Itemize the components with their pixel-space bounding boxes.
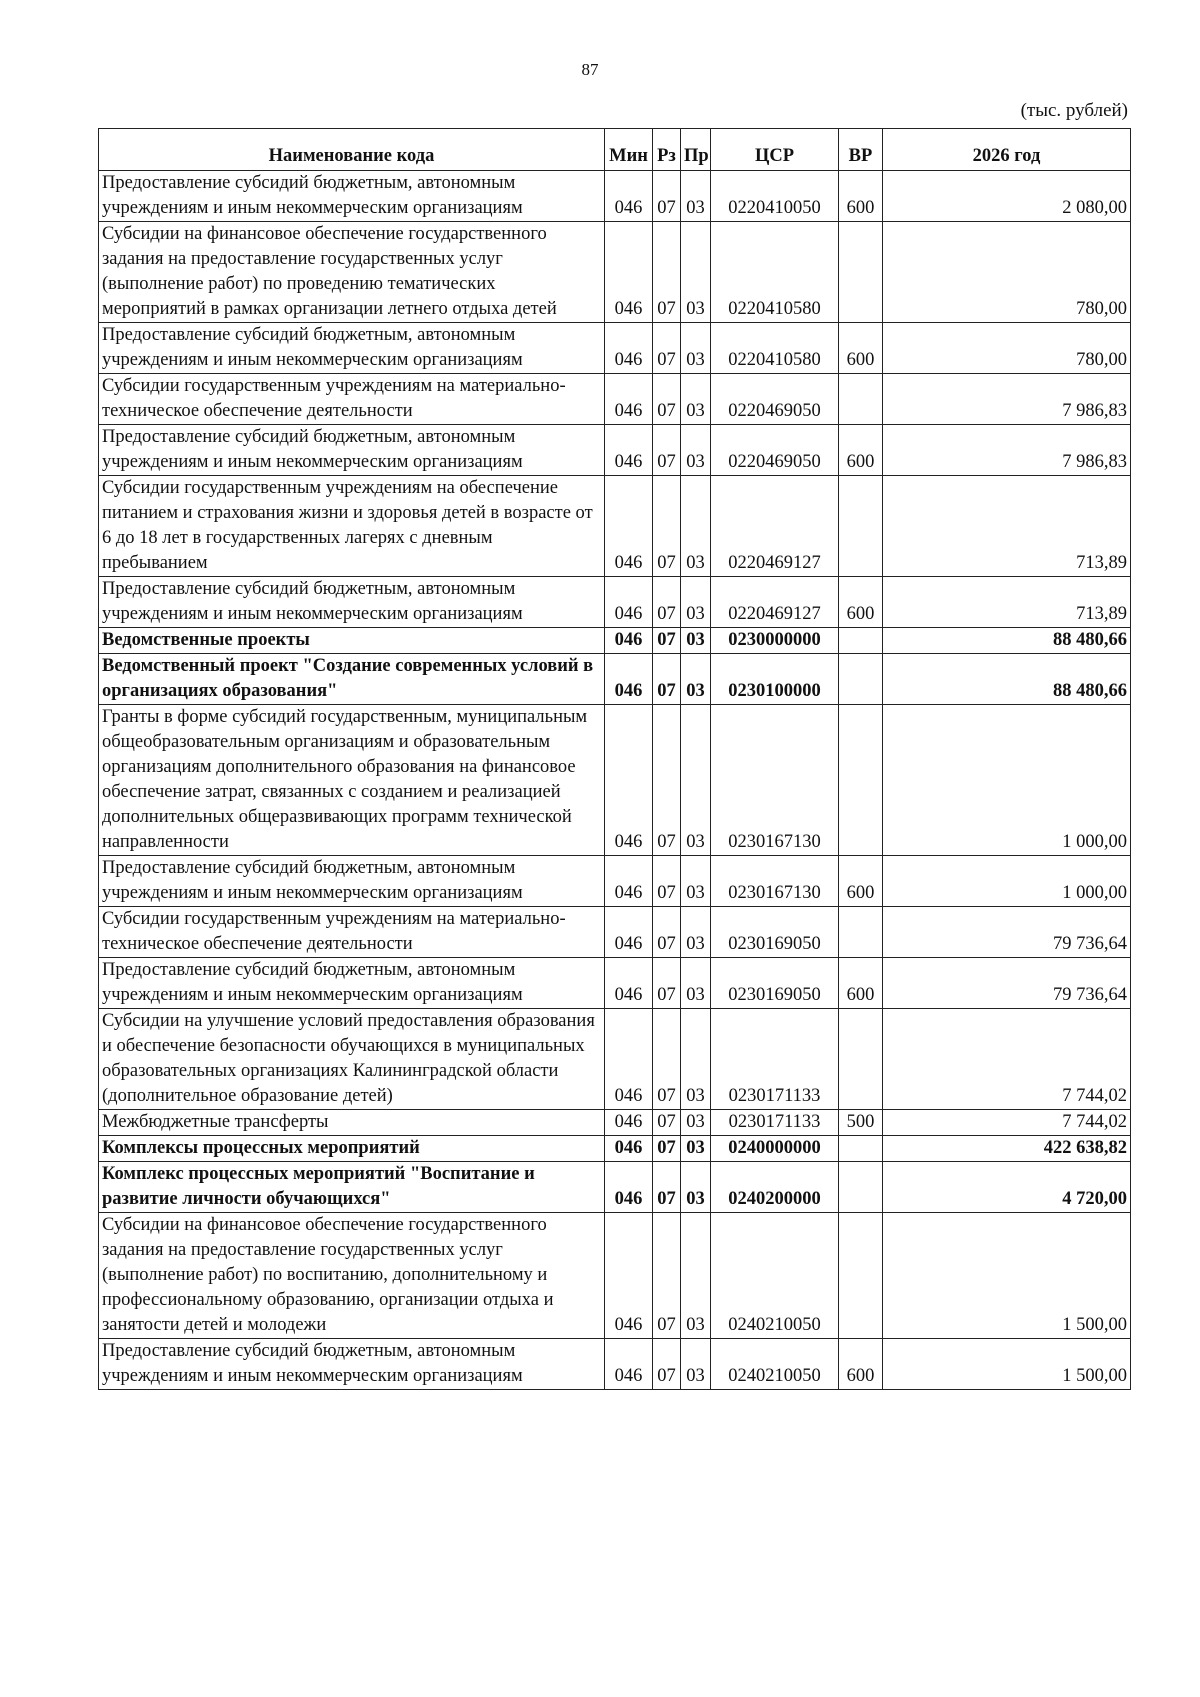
cell-csr: 0220410050 bbox=[711, 171, 839, 222]
cell-csr: 0220469127 bbox=[711, 476, 839, 577]
cell-min: 046 bbox=[605, 856, 653, 907]
cell-vr bbox=[839, 222, 883, 323]
cell-vr: 600 bbox=[839, 425, 883, 476]
cell-name: Предоставление субсидий бюджетным, автономным учреждениям и иным некоммерческим организациям bbox=[99, 1339, 605, 1390]
table-row bbox=[99, 222, 1131, 323]
cell-pr: 03 bbox=[681, 1339, 711, 1390]
header-vr: ВР bbox=[839, 129, 883, 171]
cell-csr: 0230171133 bbox=[711, 1009, 839, 1110]
cell-csr: 0240210050 bbox=[711, 1213, 839, 1339]
cell-pr: 03 bbox=[681, 1009, 711, 1110]
header-pr: Пр bbox=[681, 129, 711, 171]
cell-name: Предоставление субсидий бюджетным, автономным учреждениям и иным некоммерческим организациям bbox=[99, 171, 605, 222]
cell-min: 046 bbox=[605, 1162, 653, 1213]
cell-pr: 03 bbox=[681, 577, 711, 628]
table-row bbox=[99, 907, 1131, 958]
table-row bbox=[99, 577, 1131, 628]
units-label: (тыс. рублей) bbox=[1020, 100, 1128, 121]
cell-pr: 03 bbox=[681, 654, 711, 705]
cell-csr: 0220469050 bbox=[711, 425, 839, 476]
cell-vr: 600 bbox=[839, 577, 883, 628]
cell-csr: 0240200000 bbox=[711, 1162, 839, 1213]
cell-amount: 88 480,66 bbox=[883, 654, 1131, 705]
table-body bbox=[99, 171, 1131, 1390]
cell-vr: 600 bbox=[839, 171, 883, 222]
cell-vr bbox=[839, 1162, 883, 1213]
cell-rz: 07 bbox=[653, 425, 681, 476]
cell-min: 046 bbox=[605, 1213, 653, 1339]
cell-amount: 7 744,02 bbox=[883, 1110, 1131, 1136]
cell-amount: 422 638,82 bbox=[883, 1136, 1131, 1162]
table-row bbox=[99, 958, 1131, 1009]
cell-pr: 03 bbox=[681, 323, 711, 374]
cell-rz: 07 bbox=[653, 705, 681, 856]
cell-amount: 2 080,00 bbox=[883, 171, 1131, 222]
cell-name: Межбюджетные трансферты bbox=[99, 1110, 605, 1136]
page-number: 87 bbox=[581, 60, 599, 79]
cell-rz: 07 bbox=[653, 654, 681, 705]
cell-csr: 0230000000 bbox=[711, 628, 839, 654]
cell-name: Комплекс процессных мероприятий "Воспитание и развитие личности обучающихся" bbox=[99, 1162, 605, 1213]
cell-amount: 1 000,00 bbox=[883, 856, 1131, 907]
cell-rz: 07 bbox=[653, 476, 681, 577]
cell-rz: 07 bbox=[653, 1110, 681, 1136]
cell-name: Ведомственные проекты bbox=[99, 628, 605, 654]
cell-vr bbox=[839, 476, 883, 577]
cell-pr: 03 bbox=[681, 1110, 711, 1136]
cell-name: Субсидии государственным учреждениям на материально-техническое обеспечение деятельности bbox=[99, 374, 605, 425]
cell-vr bbox=[839, 628, 883, 654]
table-row bbox=[99, 1110, 1131, 1136]
table-row bbox=[99, 323, 1131, 374]
cell-pr: 03 bbox=[681, 222, 711, 323]
table-row bbox=[99, 171, 1131, 222]
cell-rz: 07 bbox=[653, 323, 681, 374]
cell-rz: 07 bbox=[653, 1009, 681, 1110]
cell-csr: 0220410580 bbox=[711, 323, 839, 374]
cell-min: 046 bbox=[605, 171, 653, 222]
cell-rz: 07 bbox=[653, 374, 681, 425]
cell-rz: 07 bbox=[653, 1339, 681, 1390]
cell-rz: 07 bbox=[653, 958, 681, 1009]
cell-min: 046 bbox=[605, 1339, 653, 1390]
cell-vr bbox=[839, 374, 883, 425]
budget-table bbox=[98, 128, 1131, 1390]
header-csr: ЦСР bbox=[711, 129, 839, 171]
cell-min: 046 bbox=[605, 628, 653, 654]
cell-csr: 0230100000 bbox=[711, 654, 839, 705]
cell-pr: 03 bbox=[681, 374, 711, 425]
cell-amount: 7 986,83 bbox=[883, 374, 1131, 425]
cell-amount: 79 736,64 bbox=[883, 958, 1131, 1009]
cell-csr: 0220469050 bbox=[711, 374, 839, 425]
cell-min: 046 bbox=[605, 425, 653, 476]
table-row bbox=[99, 856, 1131, 907]
cell-amount: 713,89 bbox=[883, 577, 1131, 628]
cell-amount: 4 720,00 bbox=[883, 1162, 1131, 1213]
cell-name: Предоставление субсидий бюджетным, автономным учреждениям и иным некоммерческим организациям bbox=[99, 577, 605, 628]
cell-min: 046 bbox=[605, 705, 653, 856]
cell-pr: 03 bbox=[681, 1213, 711, 1339]
cell-min: 046 bbox=[605, 654, 653, 705]
cell-vr bbox=[839, 907, 883, 958]
cell-pr: 03 bbox=[681, 171, 711, 222]
cell-vr bbox=[839, 654, 883, 705]
cell-min: 046 bbox=[605, 1009, 653, 1110]
cell-vr: 600 bbox=[839, 323, 883, 374]
cell-name: Предоставление субсидий бюджетным, автономным учреждениям и иным некоммерческим организациям bbox=[99, 958, 605, 1009]
cell-pr: 03 bbox=[681, 958, 711, 1009]
table-row bbox=[99, 1339, 1131, 1390]
cell-csr: 0220410580 bbox=[711, 222, 839, 323]
cell-rz: 07 bbox=[653, 856, 681, 907]
cell-vr: 600 bbox=[839, 856, 883, 907]
cell-amount: 7 744,02 bbox=[883, 1009, 1131, 1110]
cell-pr: 03 bbox=[681, 907, 711, 958]
cell-csr: 0230167130 bbox=[711, 705, 839, 856]
table-row bbox=[99, 374, 1131, 425]
cell-csr: 0240210050 bbox=[711, 1339, 839, 1390]
cell-name: Ведомственный проект "Создание современных условий в организациях образования" bbox=[99, 654, 605, 705]
cell-min: 046 bbox=[605, 222, 653, 323]
cell-min: 046 bbox=[605, 907, 653, 958]
header-rz: Рз bbox=[653, 129, 681, 171]
table-row bbox=[99, 1136, 1131, 1162]
cell-min: 046 bbox=[605, 1136, 653, 1162]
cell-vr bbox=[839, 1136, 883, 1162]
cell-name: Субсидии государственным учреждениям на материально-техническое обеспечение деятельности bbox=[99, 907, 605, 958]
cell-amount: 79 736,64 bbox=[883, 907, 1131, 958]
table-row bbox=[99, 476, 1131, 577]
cell-pr: 03 bbox=[681, 856, 711, 907]
cell-pr: 03 bbox=[681, 628, 711, 654]
cell-name: Субсидии на финансовое обеспечение государственного задания на предоставление государственных услуг (выполнение работ) по воспитанию, дополнительному и профессиональному образованию, организации отдыха и занятости детей и молодежи bbox=[99, 1213, 605, 1339]
cell-amount: 1 000,00 bbox=[883, 705, 1131, 856]
header-min: Мин bbox=[605, 129, 653, 171]
cell-name: Субсидии на финансовое обеспечение государственного задания на предоставление государственных услуг (выполнение работ) по проведению тематических мероприятий в рамках организации летнего отдыха детей bbox=[99, 222, 605, 323]
cell-rz: 07 bbox=[653, 1136, 681, 1162]
cell-csr: 0230167130 bbox=[711, 856, 839, 907]
cell-pr: 03 bbox=[681, 425, 711, 476]
cell-vr bbox=[839, 1213, 883, 1339]
header-name: Наименование кода bbox=[99, 129, 605, 171]
cell-rz: 07 bbox=[653, 171, 681, 222]
cell-name: Предоставление субсидий бюджетным, автономным учреждениям и иным некоммерческим организациям bbox=[99, 856, 605, 907]
cell-name: Субсидии государственным учреждениям на обеспечение питанием и страхования жизни и здоровья детей в возрасте от 6 до 18 лет в государственных лагерях с дневным пребыванием bbox=[99, 476, 605, 577]
cell-amount: 1 500,00 bbox=[883, 1339, 1131, 1390]
cell-pr: 03 bbox=[681, 1136, 711, 1162]
cell-rz: 07 bbox=[653, 577, 681, 628]
cell-rz: 07 bbox=[653, 222, 681, 323]
table-header-row bbox=[99, 129, 1131, 171]
cell-min: 046 bbox=[605, 476, 653, 577]
table-row bbox=[99, 1213, 1131, 1339]
cell-min: 046 bbox=[605, 374, 653, 425]
cell-vr: 500 bbox=[839, 1110, 883, 1136]
cell-amount: 88 480,66 bbox=[883, 628, 1131, 654]
cell-csr: 0220469127 bbox=[711, 577, 839, 628]
cell-rz: 07 bbox=[653, 628, 681, 654]
header-year: 2026 год bbox=[883, 129, 1131, 171]
cell-amount: 7 986,83 bbox=[883, 425, 1131, 476]
cell-vr bbox=[839, 1009, 883, 1110]
cell-amount: 1 500,00 bbox=[883, 1213, 1131, 1339]
table-row bbox=[99, 1162, 1131, 1213]
cell-csr: 0240000000 bbox=[711, 1136, 839, 1162]
table-row bbox=[99, 705, 1131, 856]
cell-min: 046 bbox=[605, 577, 653, 628]
cell-rz: 07 bbox=[653, 1213, 681, 1339]
cell-amount: 713,89 bbox=[883, 476, 1131, 577]
cell-min: 046 bbox=[605, 323, 653, 374]
cell-min: 046 bbox=[605, 1110, 653, 1136]
cell-amount: 780,00 bbox=[883, 323, 1131, 374]
cell-csr: 0230171133 bbox=[711, 1110, 839, 1136]
cell-pr: 03 bbox=[681, 705, 711, 856]
cell-pr: 03 bbox=[681, 476, 711, 577]
cell-csr: 0230169050 bbox=[711, 907, 839, 958]
cell-csr: 0230169050 bbox=[711, 958, 839, 1009]
table-row bbox=[99, 654, 1131, 705]
table-row bbox=[99, 1009, 1131, 1110]
cell-vr: 600 bbox=[839, 958, 883, 1009]
cell-pr: 03 bbox=[681, 1162, 711, 1213]
cell-rz: 07 bbox=[653, 907, 681, 958]
cell-name: Предоставление субсидий бюджетным, автономным учреждениям и иным некоммерческим организациям bbox=[99, 323, 605, 374]
cell-min: 046 bbox=[605, 958, 653, 1009]
cell-vr: 600 bbox=[839, 1339, 883, 1390]
cell-name: Гранты в форме субсидий государственным, муниципальным общеобразовательным организациям и образовательным организациям дополнительного образования на финансовое обеспечение затрат, связанных с созданием и реализацией дополнительных общеразвивающих программ технической направленности bbox=[99, 705, 605, 856]
table-row bbox=[99, 628, 1131, 654]
cell-amount: 780,00 bbox=[883, 222, 1131, 323]
cell-name: Предоставление субсидий бюджетным, автономным учреждениям и иным некоммерческим организациям bbox=[99, 425, 605, 476]
cell-rz: 07 bbox=[653, 1162, 681, 1213]
cell-name: Субсидии на улучшение условий предоставления образования и обеспечение безопасности обучающихся в муниципальных образовательных организациях Калининградской области (дополнительное образование детей) bbox=[99, 1009, 605, 1110]
cell-vr bbox=[839, 705, 883, 856]
cell-name: Комплексы процессных мероприятий bbox=[99, 1136, 605, 1162]
table-row bbox=[99, 425, 1131, 476]
